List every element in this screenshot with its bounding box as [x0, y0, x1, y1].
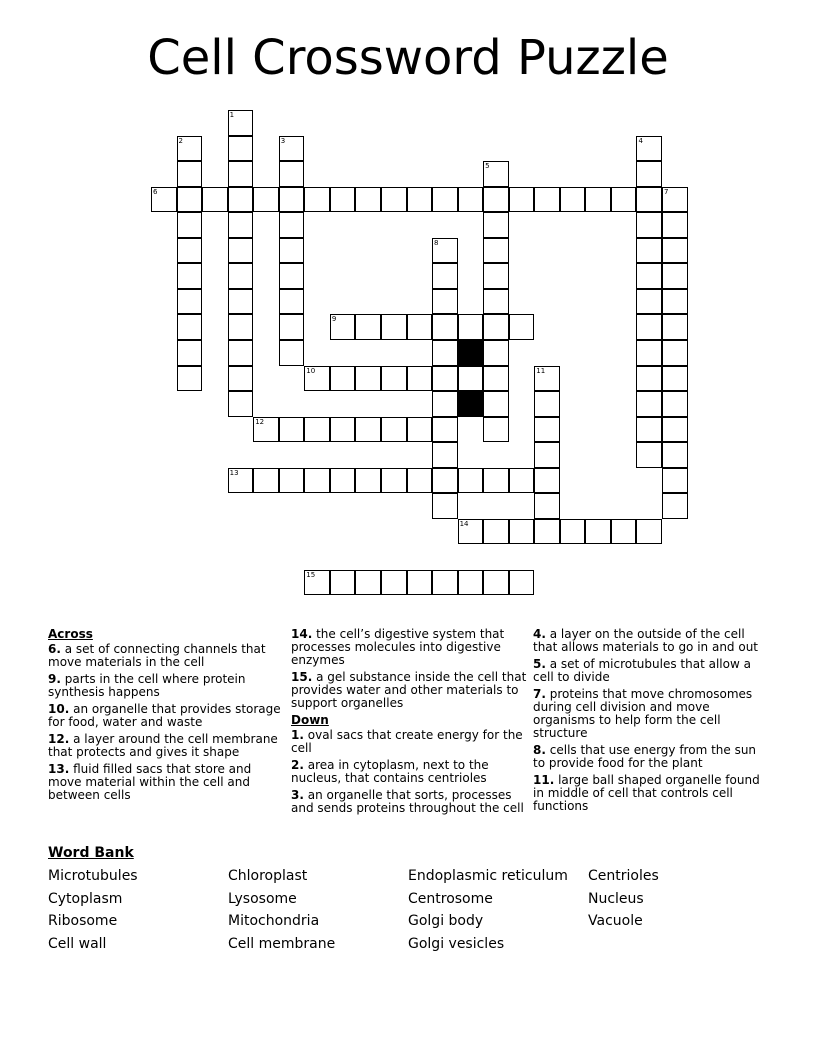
clues-column-1	[48, 628, 284, 806]
crossword-cell[interactable]	[483, 314, 509, 340]
crossword-cell[interactable]	[330, 570, 356, 596]
clue-number: 4.	[533, 627, 546, 641]
crossword-cell[interactable]	[330, 417, 356, 443]
word-bank-column	[408, 865, 588, 955]
crossword-cell[interactable]	[662, 340, 688, 366]
crossword-cell[interactable]	[458, 366, 484, 392]
word-bank-column	[48, 865, 228, 955]
clue-down-7	[533, 688, 769, 740]
crossword-cell[interactable]	[636, 289, 662, 315]
crossword-cell[interactable]	[228, 187, 254, 213]
crossword-cell[interactable]	[432, 391, 458, 417]
crossword-cell[interactable]	[483, 391, 509, 417]
crossword-cell[interactable]	[534, 187, 560, 213]
clue-text: cells that use energy from the sun to provide food for the plant	[533, 743, 757, 770]
crossword-cell[interactable]	[534, 493, 560, 519]
crossword-cell[interactable]	[662, 391, 688, 417]
crossword-cell[interactable]	[611, 519, 637, 545]
clues-column-3	[533, 628, 769, 817]
word-bank-item: Golgi body	[408, 913, 484, 930]
crossword-cell[interactable]	[330, 187, 356, 213]
crossword-cell[interactable]	[253, 187, 279, 213]
crossword-cell[interactable]	[432, 289, 458, 315]
clue-text: oval sacs that create energy for the cell	[291, 728, 523, 755]
crossword-cell[interactable]	[279, 238, 305, 264]
crossword-cell[interactable]	[279, 136, 305, 162]
crossword-cell[interactable]	[381, 187, 407, 213]
crossword-cell[interactable]	[228, 340, 254, 366]
crossword-cell[interactable]	[483, 289, 509, 315]
clue-number: 10.	[48, 702, 70, 716]
page-title: Cell Crossword Puzzle	[147, 30, 669, 86]
clue-number: 13.	[48, 762, 70, 776]
crossword-cell[interactable]	[483, 263, 509, 289]
clue-down-11	[533, 774, 769, 813]
clue-across-10	[48, 703, 284, 729]
clue-number-label: 9	[331, 315, 337, 324]
crossword-cell[interactable]	[355, 314, 381, 340]
crossword-cell[interactable]	[407, 417, 433, 443]
clue-number: 3.	[291, 788, 304, 802]
crossword-cell[interactable]	[304, 417, 330, 443]
clue-text: large ball shaped organelle found in middle of cell that controls cell functions	[533, 773, 760, 813]
crossword-cell[interactable]	[662, 238, 688, 264]
crossword-cell[interactable]	[279, 417, 305, 443]
crossword-cell[interactable]	[432, 493, 458, 519]
clue-text: a layer around the cell membrane that protects and gives it shape	[48, 732, 278, 759]
crossword-cell[interactable]	[432, 442, 458, 468]
crossword-cell[interactable]	[636, 136, 662, 162]
word-bank-item: Cell wall	[48, 935, 107, 952]
crossword-cell[interactable]	[636, 417, 662, 443]
crossword-cell[interactable]	[381, 366, 407, 392]
crossword-cell[interactable]	[355, 187, 381, 213]
crossword-cell[interactable]	[253, 468, 279, 494]
crossword-cell[interactable]	[585, 187, 611, 213]
clue-text: proteins that move chromosomes during cell division and move organisms to help form the cell structure	[533, 687, 753, 740]
crossword-cell[interactable]	[509, 570, 535, 596]
crossword-cell[interactable]	[534, 366, 560, 392]
crossword-cell[interactable]	[509, 314, 535, 340]
clue-number-label: 15	[306, 570, 316, 579]
crossword-cell[interactable]	[381, 417, 407, 443]
word-bank-item: Cell membrane	[228, 935, 336, 952]
crossword-cell[interactable]	[458, 187, 484, 213]
clue-across-12	[48, 733, 284, 759]
crossword-cell[interactable]	[432, 468, 458, 494]
crossword-cell[interactable]	[330, 314, 356, 340]
crossword-cell[interactable]	[355, 417, 381, 443]
clue-number: 6.	[48, 642, 61, 656]
crossword-cell[interactable]	[432, 263, 458, 289]
crossword-cell[interactable]	[509, 468, 535, 494]
word-bank-heading: Word Bank	[48, 845, 134, 861]
down-heading: Down	[291, 713, 329, 727]
crossword-cell[interactable]	[662, 289, 688, 315]
crossword-cell[interactable]	[636, 391, 662, 417]
clue-number: 12.	[48, 732, 70, 746]
clue-number-label: 4	[638, 136, 643, 145]
crossword-cell[interactable]	[330, 468, 356, 494]
clue-down-8	[533, 744, 769, 770]
crossword-cell[interactable]	[483, 366, 509, 392]
crossword-cell[interactable]	[279, 314, 305, 340]
crossword-cell[interactable]	[253, 417, 279, 443]
clue-down-5	[533, 658, 769, 684]
clue-down-1	[291, 729, 527, 755]
clue-across-15	[291, 671, 527, 710]
word-bank-item: Golgi vesicles	[408, 935, 505, 952]
crossword-cell[interactable]	[228, 314, 254, 340]
crossword-cell[interactable]	[304, 468, 330, 494]
crossword-cell[interactable]	[458, 519, 484, 545]
crossword-cell[interactable]	[432, 314, 458, 340]
crossword-cell[interactable]	[483, 340, 509, 366]
crossword-cell[interactable]	[304, 187, 330, 213]
across-heading: Across	[48, 627, 93, 641]
crossword-cell[interactable]	[407, 187, 433, 213]
word-bank-item: Lysosome	[228, 890, 297, 907]
word-bank-column	[228, 865, 408, 955]
crossword-cell[interactable]	[279, 212, 305, 238]
clue-number-label: 10	[306, 366, 316, 375]
clue-text: fluid filled sacs that store and move material within the cell and between cells	[48, 762, 252, 802]
crossword-cell[interactable]	[381, 468, 407, 494]
word-bank-item: Ribosome	[48, 913, 118, 930]
clue-across-6	[48, 643, 284, 669]
crossword-cell[interactable]	[509, 519, 535, 545]
clue-number-label: 2	[178, 136, 184, 145]
clue-across-9	[48, 673, 284, 699]
clue-number: 14.	[291, 627, 313, 641]
word-bank-item: Microtubules	[48, 868, 138, 884]
crossword-cell[interactable]	[560, 519, 586, 545]
crossword-cell[interactable]	[151, 187, 177, 213]
crossword-cell[interactable]	[228, 161, 254, 187]
crossword-cell[interactable]	[381, 314, 407, 340]
crossword-cell[interactable]	[636, 519, 662, 545]
clue-number-label: 14	[459, 519, 469, 528]
crossword-cell[interactable]	[177, 340, 203, 366]
crossword-cell[interactable]	[483, 417, 509, 443]
crossword-cell[interactable]	[177, 161, 203, 187]
crossword-cell[interactable]	[636, 187, 662, 213]
clue-text: parts in the cell where protein synthesis happens	[48, 672, 246, 699]
clue-down-3	[291, 789, 527, 815]
clue-number-label: 5	[485, 162, 490, 171]
clue-text: area in cytoplasm, next to the nucleus, that contains centrioles	[291, 758, 489, 785]
crossword-cell[interactable]	[228, 468, 254, 494]
crossword-cell[interactable]	[177, 212, 203, 238]
crossword-cell[interactable]	[432, 366, 458, 392]
clue-number: 5.	[533, 657, 546, 671]
crossword-cell[interactable]	[407, 314, 433, 340]
clue-across-13	[48, 763, 284, 802]
crossword-cell[interactable]	[662, 366, 688, 392]
clue-number-label: 13	[229, 468, 239, 477]
crossword-black-cell	[458, 391, 484, 417]
clue-number-label: 1	[229, 111, 235, 119]
clue-number: 7.	[533, 687, 546, 701]
word-bank-column	[588, 865, 768, 955]
crossword-cell[interactable]	[483, 238, 509, 264]
crossword-cell[interactable]	[432, 570, 458, 596]
crossword-cell[interactable]	[228, 391, 254, 417]
crossword-cell[interactable]	[662, 468, 688, 494]
crossword-cell[interactable]	[585, 519, 611, 545]
clue-number: 2.	[291, 758, 304, 772]
crossword-cell[interactable]	[458, 468, 484, 494]
crossword-cell[interactable]	[432, 340, 458, 366]
word-bank-item: Endoplasmic reticulum	[408, 868, 568, 884]
crossword-cell[interactable]	[483, 187, 509, 213]
crossword-cell[interactable]	[483, 570, 509, 596]
crossword-cell[interactable]	[662, 314, 688, 340]
crossword-cell[interactable]	[432, 417, 458, 443]
crossword-cell[interactable]	[662, 493, 688, 519]
crossword-cell[interactable]	[636, 263, 662, 289]
clue-number: 1.	[291, 728, 304, 742]
crossword-cell[interactable]	[509, 187, 535, 213]
crossword-black-cell	[458, 340, 484, 366]
crossword-cell[interactable]	[611, 187, 637, 213]
clue-number: 8.	[533, 743, 546, 757]
crossword-cell[interactable]	[662, 263, 688, 289]
crossword-cell[interactable]	[458, 570, 484, 596]
crossword-cell[interactable]	[279, 340, 305, 366]
clue-text: the cell’s digestive system that processes molecules into digestive enzymes	[291, 627, 505, 667]
crossword-cell[interactable]	[636, 340, 662, 366]
crossword-cell[interactable]	[177, 289, 203, 315]
crossword-cell[interactable]	[483, 161, 509, 187]
word-bank-item: Nucleus	[588, 890, 644, 907]
crossword-cell[interactable]	[560, 187, 586, 213]
crossword-cell[interactable]	[177, 366, 203, 392]
crossword-cell[interactable]	[228, 212, 254, 238]
clue-text: a set of microtubules that allow a cell to divide	[533, 657, 751, 684]
crossword-cell[interactable]	[279, 263, 305, 289]
crossword-cell[interactable]	[636, 212, 662, 238]
crossword-cell[interactable]	[355, 366, 381, 392]
crossword-cell[interactable]	[228, 136, 254, 162]
crossword-cell[interactable]	[662, 442, 688, 468]
crossword-cell[interactable]	[534, 442, 560, 468]
clue-down-2	[291, 759, 527, 785]
crossword-cell[interactable]	[483, 519, 509, 545]
crossword-cell[interactable]	[279, 468, 305, 494]
crossword-cell[interactable]	[636, 161, 662, 187]
crossword-cell[interactable]	[202, 187, 228, 213]
crossword-cell[interactable]	[177, 314, 203, 340]
clue-number-label: 8	[434, 238, 439, 247]
clue-text: a set of connecting channels that move materials in the cell	[48, 642, 266, 669]
clue-number: 15.	[291, 670, 313, 684]
crossword-cell[interactable]	[355, 468, 381, 494]
crossword-cell[interactable]	[330, 366, 356, 392]
crossword-cell[interactable]	[355, 570, 381, 596]
crossword-cell[interactable]	[177, 187, 203, 213]
crossword-cell[interactable]	[483, 212, 509, 238]
crossword-cell[interactable]	[279, 161, 305, 187]
crossword-cell[interactable]	[228, 110, 254, 136]
crossword-cell[interactable]	[228, 289, 254, 315]
crossword-cell[interactable]	[228, 366, 254, 392]
crossword-cell[interactable]	[636, 314, 662, 340]
word-bank-item: Centrosome	[408, 890, 493, 907]
crossword-cell[interactable]	[279, 187, 305, 213]
crossword-cell[interactable]	[534, 417, 560, 443]
clue-number-label: 11	[536, 366, 546, 375]
crossword-cell[interactable]	[662, 212, 688, 238]
crossword-cell[interactable]	[636, 366, 662, 392]
word-bank	[48, 845, 768, 955]
clue-text: a layer on the outside of the cell that allows materials to go in and out	[533, 627, 759, 654]
clue-text: a gel substance inside the cell that provides water and other materials to support organelles	[291, 670, 527, 710]
crossword-cell[interactable]	[381, 570, 407, 596]
clue-number-label: 6	[153, 187, 158, 196]
crossword-cell[interactable]	[304, 570, 330, 596]
crossword-cell[interactable]	[228, 238, 254, 264]
clue-number: 9.	[48, 672, 61, 686]
crossword-cell[interactable]	[177, 263, 203, 289]
clue-across-14	[291, 628, 527, 667]
crossword-cell[interactable]	[177, 238, 203, 264]
crossword-cell[interactable]	[662, 417, 688, 443]
clues-column-2	[291, 628, 527, 819]
crossword-cell[interactable]	[636, 442, 662, 468]
clue-text: an organelle that provides storage for food, water and waste	[48, 702, 281, 729]
crossword-cell[interactable]	[407, 570, 433, 596]
clue-text: an organelle that sorts, processes and sends proteins throughout the cell	[291, 788, 524, 815]
crossword-cell[interactable]	[432, 238, 458, 264]
clue-number: 11.	[533, 773, 555, 787]
crossword-cell[interactable]	[662, 187, 688, 213]
crossword-cell[interactable]	[304, 366, 330, 392]
word-bank-item: Mitochondria	[228, 913, 320, 930]
word-bank-item: Centrioles	[588, 868, 659, 884]
crossword-cell[interactable]	[228, 263, 254, 289]
clue-number-label: 3	[280, 136, 286, 145]
word-bank-item: Cytoplasm	[48, 890, 123, 907]
crossword-cell[interactable]	[407, 366, 433, 392]
crossword-cell[interactable]	[407, 468, 433, 494]
crossword-cell[interactable]	[534, 468, 560, 494]
crossword-cell[interactable]	[534, 391, 560, 417]
crossword-cell[interactable]	[279, 289, 305, 315]
clue-number-label: 12	[255, 417, 265, 426]
crossword-cell[interactable]	[432, 187, 458, 213]
word-bank-item: Vacuole	[588, 913, 643, 930]
crossword-cell[interactable]	[534, 519, 560, 545]
crossword-cell[interactable]	[177, 136, 203, 162]
crossword-cell[interactable]	[458, 314, 484, 340]
crossword-cell[interactable]	[636, 238, 662, 264]
clue-down-4	[533, 628, 769, 654]
word-bank-item: Chloroplast	[228, 868, 308, 884]
crossword-cell[interactable]	[483, 468, 509, 494]
clue-number-label: 7	[664, 187, 669, 196]
